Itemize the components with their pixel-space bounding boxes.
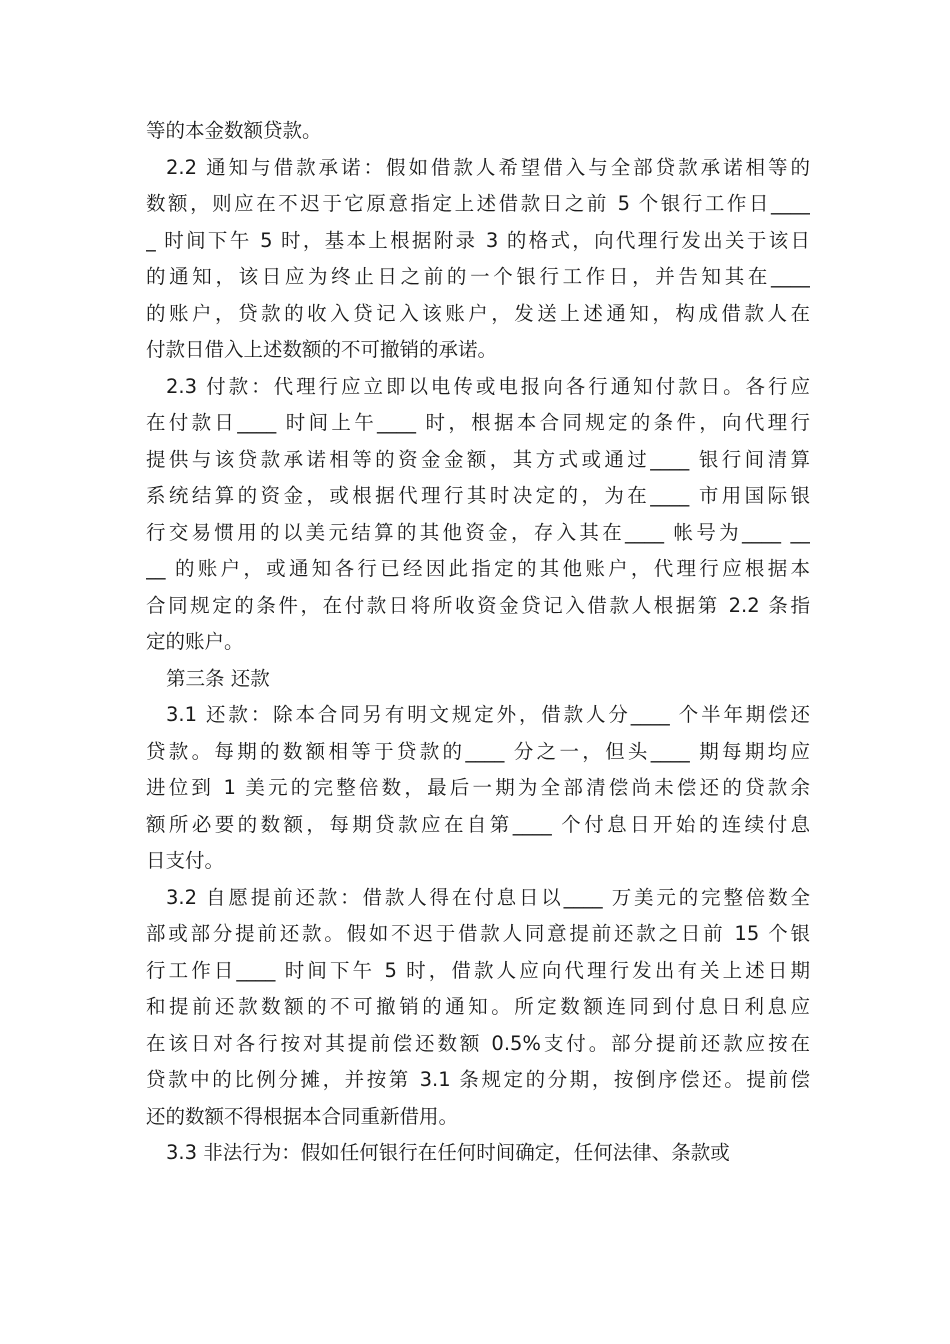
text-line: 提供与该贷款承诺相等的资金金额，其方式或通过____ 银行间清算 [146,447,810,471]
document-body [146,113,810,1172]
text-line: 在该日对各行按对其提前偿还数额 0.5%支付。部分提前还款应按在 [146,1031,810,1055]
paragraph-p-2-2 [146,150,810,369]
text-line: 2.3 付款：代理行应立即以电传或电报向各行通知付款日。各行应 [166,374,810,398]
text-line: 的账户，贷款的收入贷记入该账户，发送上述通知，构成借款人在 [146,301,810,325]
text-line: 和提前还款数额的不可撤销的通知。所定数额连同到付息日利息应 [146,995,810,1018]
text-line: 的通知，该日应为终止日之前的一个银行工作日，并告知其在____ [146,265,810,288]
text-line: 贷款中的比例分摊，并按第 3.1 条规定的分期，按倒序偿还。提前偿 [146,1068,810,1091]
text-line: 等的本金数额贷款。 [146,119,322,142]
text-line: 行交易惯用的以美元结算的其他资金，存入其在____ 帐号为____ __ [146,520,810,544]
text-line: 贷款。每期的数额相等于贷款的____ 分之一，但头____ 期每期均应 [146,739,810,763]
text-line: 在付款日____ 时间上午____ 时，根据本合同规定的条件，向代理行 [146,411,810,434]
text-line: 合同规定的条件，在付款日将所收资金贷记入借款人根据第 2.2 条指 [146,593,810,617]
text-line: 行工作日____ 时间下午 5 时，借款人应向代理行发出有关上述日期 [146,958,810,982]
paragraph-p-3-3 [146,1135,810,1172]
text-line: 定的账户。 [146,630,244,653]
paragraph-p-3-1 [146,697,810,880]
text-line: 付款日借入上述数额的不可撤销的承诺。 [146,338,498,361]
text-line: 还的数额不得根据本合同重新借用。 [146,1104,459,1128]
text-line: 额所必要的数额，每期贷款应在自第____ 个付息日开始的连续付息 [146,812,810,836]
text-line: 3.1 还款：除本合同另有明文规定外，借款人分____ 个半年期偿还 [166,703,810,726]
text-line: _ 时间下午 5 时，基本上根据附录 3 的格式，向代理行发出关于该日 [146,228,810,252]
text-line: 3.3 非法行为：假如任何银行在任何时间确定，任何法律、条款或 [166,1141,730,1164]
text-line: 日支付。 [146,849,225,872]
text-line: 部或部分提前还款。假如不迟于借款人同意提前还款之日前 15 个银 [146,922,810,945]
paragraph-p-2-3 [146,369,810,661]
text-line: 系统结算的资金，或根据代理行其时决定的，为在____ 市用国际银 [146,484,810,507]
paragraph-p-3-2 [146,880,810,1136]
section-heading: 第三条 还款 [166,666,270,690]
text-line: 2.2 通知与借款承诺：假如借款人希望借入与全部贷款承诺相等的 [166,155,810,179]
text-line: __ 的账户，或通知各行已经因此指定的其他账户，代理行应根据本 [146,557,810,580]
text-line: 进位到 1 美元的完整倍数，最后一期为全部清偿尚未偿还的贷款余 [146,776,810,799]
text-line: 3.2 自愿提前还款：借款人得在付息日以____ 万美元的完整倍数全 [166,885,810,909]
text-line: 数额，则应在不迟于它原意指定上述借款日之前 5 个银行工作日____ [146,192,810,215]
paragraph-p-cont [146,113,810,150]
